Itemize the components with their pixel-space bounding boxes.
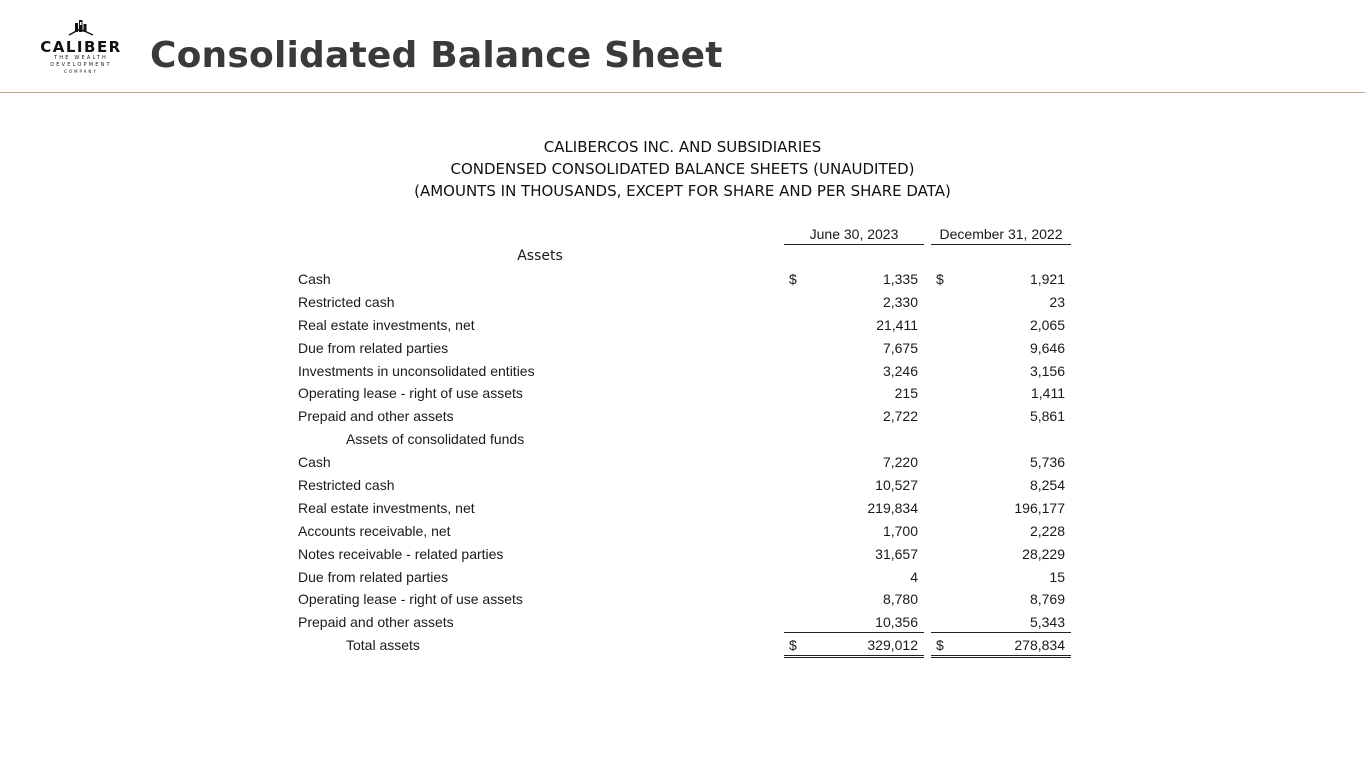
amount-value: 1,700 (882, 522, 918, 539)
value-cell-dec-2022 (931, 497, 1071, 518)
amount-value: 215 (894, 385, 918, 402)
table-row (0, 474, 1365, 497)
table-row (0, 566, 1365, 589)
value-cell-june-2023 (784, 382, 924, 403)
amount-value: 329,012 (867, 637, 918, 654)
table-row (0, 451, 1365, 474)
value-cell-june-2023 (784, 360, 924, 381)
row-label: Restricted cash (298, 293, 395, 310)
value-cell-june-2023 (784, 291, 924, 312)
amount-value: 8,254 (1029, 477, 1065, 494)
value-cell-dec-2022 (931, 314, 1071, 335)
amount-value: 2,065 (1029, 316, 1065, 333)
amount-value: 7,220 (882, 454, 918, 471)
amount-value: 2,330 (882, 293, 918, 310)
value-cell-dec-2022 (931, 611, 1071, 633)
table-row (0, 520, 1365, 543)
total-row (0, 634, 1365, 657)
amount-value: 4 (910, 568, 918, 585)
value-cell-june-2023 (784, 588, 924, 609)
table-row (0, 382, 1365, 405)
amount-value: 219,834 (867, 499, 918, 516)
value-cell-dec-2022 (931, 291, 1071, 312)
row-label: Prepaid and other assets (298, 614, 454, 631)
row-label: Due from related parties (298, 339, 449, 356)
value-cell-june-2023 (784, 314, 924, 335)
value-cell-june-2023 (784, 634, 924, 658)
value-cell-june-2023 (784, 497, 924, 518)
amount-value: 1,921 (1029, 271, 1065, 287)
value-cell-dec-2022 (931, 337, 1071, 358)
row-label: Due from related parties (298, 568, 449, 585)
row-label: Notes receivable - related parties (298, 545, 504, 562)
subsection-row (0, 428, 1365, 451)
logo-wordmark: CALIBER (40, 38, 122, 56)
row-label: Cash (298, 271, 331, 287)
amount-value: 31,657 (875, 545, 918, 562)
value-cell-june-2023 (784, 566, 924, 587)
value-cell-dec-2022 (931, 543, 1071, 564)
value-cell-june-2023 (784, 543, 924, 564)
dollar-sign: $ (936, 637, 944, 654)
value-cell-dec-2022 (931, 566, 1071, 587)
statement-subtitle: CONDENSED CONSOLIDATED BALANCE SHEETS (UNAUDITED) (450, 160, 915, 178)
value-cell-dec-2022 (931, 474, 1071, 495)
dollar-sign: $ (789, 271, 797, 287)
amount-value: 7,675 (882, 339, 918, 356)
amount-value: 2,228 (1029, 522, 1065, 539)
value-cell-dec-2022 (931, 405, 1071, 426)
table-row (0, 497, 1365, 520)
value-cell-dec-2022 (931, 382, 1071, 403)
units-note: (AMOUNTS IN THOUSANDS, EXCEPT FOR SHARE AND PER SHARE DATA) (414, 182, 951, 200)
table-row (0, 405, 1365, 428)
row-label: Accounts receivable, net (298, 522, 451, 539)
value-cell-june-2023 (784, 337, 924, 358)
amount-value: 1,411 (1031, 385, 1065, 402)
value-cell-dec-2022 (931, 634, 1071, 658)
table-row (0, 314, 1365, 337)
row-label: Total assets (346, 637, 420, 654)
row-label: Prepaid and other assets (298, 408, 454, 425)
section-label-assets: Assets (517, 248, 563, 264)
row-label: Operating lease - right of use assets (298, 385, 523, 402)
table-row (0, 291, 1365, 314)
balance-sheet-rows (0, 268, 1365, 657)
amount-value: 10,356 (875, 614, 918, 631)
amount-value: 9,646 (1029, 339, 1065, 356)
value-cell-june-2023 (784, 451, 924, 472)
row-label: Real estate investments, net (298, 316, 475, 333)
column-header-june-2023: June 30, 2023 (784, 226, 924, 245)
amount-value: 23 (1049, 293, 1065, 310)
amount-value: 2,722 (882, 408, 918, 425)
table-row (0, 588, 1365, 611)
amount-value: 5,861 (1029, 408, 1065, 425)
value-cell-dec-2022 (931, 360, 1071, 381)
amount-value: 278,834 (1014, 637, 1065, 654)
page-header (0, 0, 1365, 93)
dollar-sign: $ (936, 271, 944, 287)
value-cell-june-2023 (784, 474, 924, 495)
value-cell-dec-2022 (931, 451, 1071, 472)
value-cell-june-2023 (784, 520, 924, 541)
amount-value: 5,736 (1029, 454, 1065, 471)
dollar-sign: $ (789, 637, 797, 654)
amount-value: 1,335 (882, 271, 918, 287)
value-cell-june-2023 (784, 405, 924, 426)
amount-value: 196,177 (1014, 499, 1065, 516)
row-label: Assets of consolidated funds (346, 431, 525, 448)
caliber-logo (22, 18, 140, 74)
amount-value: 5,343 (1029, 614, 1065, 631)
value-cell-dec-2022 (931, 268, 1071, 289)
value-cell-june-2023 (784, 611, 924, 633)
value-cell-dec-2022 (931, 588, 1071, 609)
row-label: Restricted cash (298, 477, 395, 494)
table-row (0, 337, 1365, 360)
amount-value: 15 (1049, 568, 1065, 585)
logo-tagline: THE WEALTH DEVELOPMENT (50, 55, 112, 68)
amount-value: 8,780 (882, 591, 918, 608)
amount-value: 3,246 (882, 362, 918, 379)
logo-tagline-company: COMPANY (64, 69, 98, 74)
row-label: Real estate investments, net (298, 499, 475, 516)
table-row (0, 268, 1365, 291)
page-title: Consolidated Balance Sheet (150, 35, 723, 76)
row-label: Cash (298, 454, 331, 471)
value-cell-june-2023 (784, 268, 924, 289)
table-row (0, 360, 1365, 383)
amount-value: 8,769 (1029, 591, 1065, 608)
table-row (0, 611, 1365, 634)
company-name: CALIBERCOS INC. AND SUBSIDIARIES (543, 138, 822, 156)
value-cell-dec-2022 (931, 520, 1071, 541)
building-logo-icon (67, 18, 95, 36)
table-row (0, 543, 1365, 566)
amount-value: 10,527 (875, 477, 918, 494)
column-header-dec-2022: December 31, 2022 (931, 226, 1071, 245)
amount-value: 21,411 (876, 316, 918, 333)
row-label: Operating lease - right of use assets (298, 591, 523, 608)
row-label: Investments in unconsolidated entities (298, 362, 535, 379)
amount-value: 3,156 (1029, 362, 1065, 379)
amount-value: 28,229 (1022, 545, 1065, 562)
